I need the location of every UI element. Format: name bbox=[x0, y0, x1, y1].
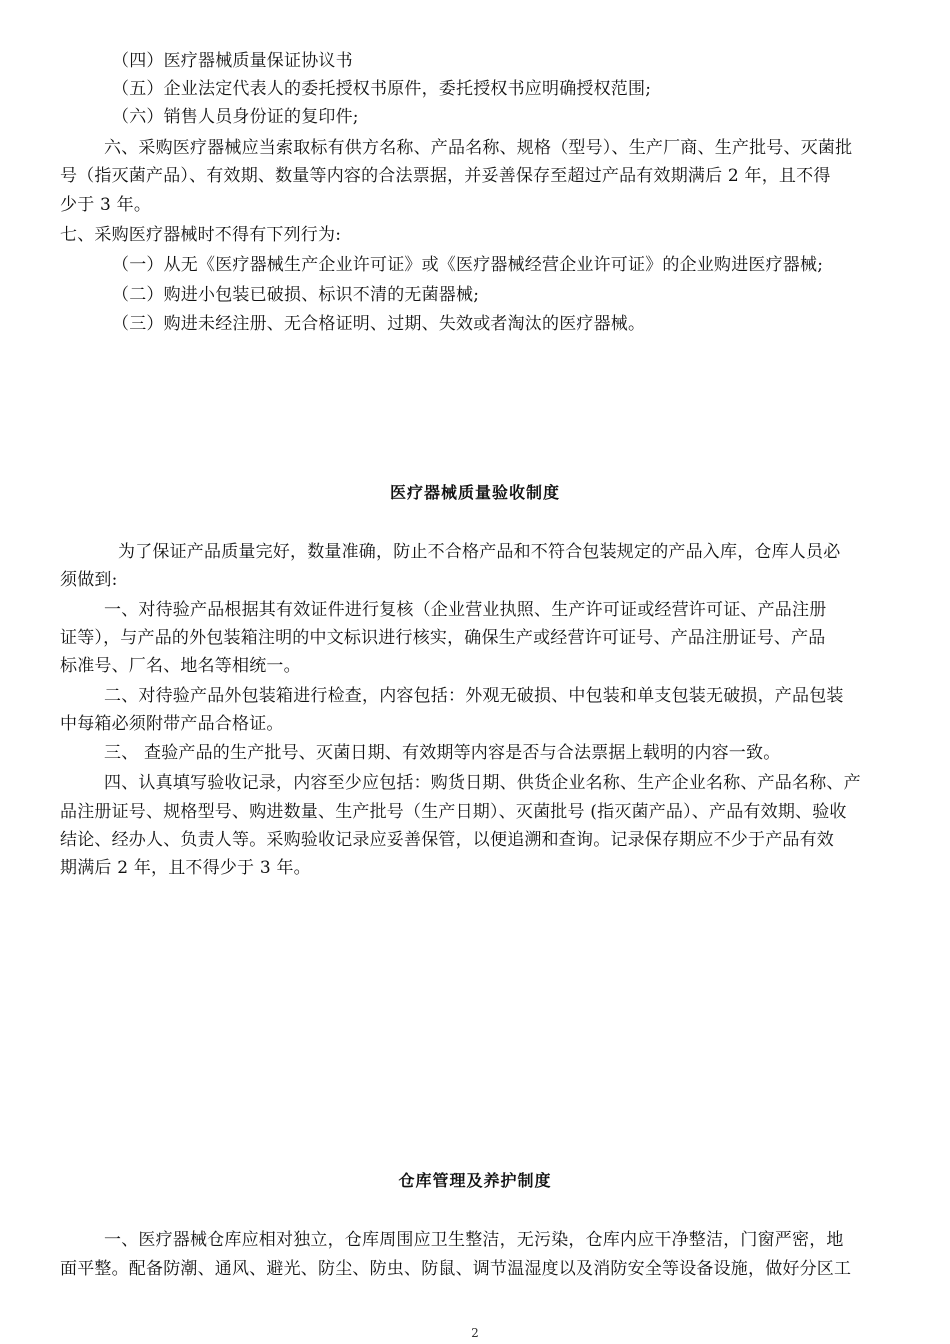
paragraph-line: 一、医疗器械仓库应相对独立，仓库周围应卫生整洁，无污染，仓库内应干净整洁，门窗严密，地 bbox=[104, 1230, 844, 1250]
paragraph-line: 须做到: bbox=[60, 570, 118, 590]
paragraph-line: 少于 3 年。 bbox=[60, 195, 152, 215]
paragraph-line: （二）购进小包装已破损、标识不清的无菌器械; bbox=[112, 285, 480, 305]
paragraph-line: 一、对待验产品根据其有效证件进行复核（企业营业执照、生产许可证或经营许可证、产品注册 bbox=[104, 600, 827, 620]
paragraph-line: 四、认真填写验收记录，内容至少应包括：购货日期、供货企业名称、生产企业名称、产品名称、产 bbox=[104, 773, 861, 793]
paragraph-line: 二、对待验产品外包装箱进行检查，内容包括：外观无破损、中包装和单支包装无破损，产品包装 bbox=[104, 686, 844, 706]
paragraph-line: （四）医疗器械质量保证协议书 bbox=[112, 51, 353, 71]
paragraph-line: 结论、经办人、负责人等。采购验收记录应妥善保管，以便追溯和查询。记录保存期应不少于产品有效 bbox=[60, 830, 834, 850]
paragraph-line: 品注册证号、规格型号、购进数量、生产批号（生产日期）、灭菌批号 (指灭菌产品）、产品有效期、验收 bbox=[60, 802, 847, 822]
paragraph-line: 为了保证产品质量完好，数量准确，防止不合格产品和不符合包装规定的产品入库，仓库人员必 bbox=[118, 542, 841, 562]
paragraph-line: （五）企业法定代表人的委托授权书原件，委托授权书应明确授权范围; bbox=[112, 79, 652, 99]
paragraph-line: （一）从无《医疗器械生产企业许可证》或《医疗器械经营企业许可证》的企业购进医疗器械; bbox=[112, 255, 824, 275]
section-title: 仓库管理及养护制度 bbox=[398, 1171, 552, 1190]
paragraph-line: 中每箱必须附带产品合格证。 bbox=[60, 714, 284, 734]
paragraph-line: 期满后 2 年，且不得少于 3 年。 bbox=[60, 858, 311, 878]
paragraph-line: 面平整。配备防潮、通风、避光、防尘、防虫、防鼠、调节温湿度以及消防安全等设备设施，做好分区工 bbox=[60, 1259, 852, 1279]
paragraph-line: 号（指灭菌产品）、有效期、数量等内容的合法票据，并妥善保存至超过产品有效期满后 2 年，且不得 bbox=[60, 166, 831, 186]
paragraph-line: 三、 查验产品的生产批号、灭菌日期、有效期等内容是否与合法票据上载明的内容一致。 bbox=[104, 743, 781, 763]
page-number: 2 bbox=[471, 1326, 479, 1340]
paragraph-line: （六）销售人员身份证的复印件; bbox=[112, 107, 359, 127]
paragraph-line: 七、采购医疗器械时不得有下列行为: bbox=[60, 225, 342, 245]
paragraph-line: 标准号、厂名、地名等相统一。 bbox=[60, 656, 301, 676]
section-title: 医疗器械质量验收制度 bbox=[389, 483, 560, 502]
paragraph-line: 六、采购医疗器械应当索取标有供方名称、产品名称、规格（型号）、生产厂商、生产批号、灭菌批 bbox=[104, 138, 853, 158]
paragraph-line: 证等），与产品的外包装箱注明的中文标识进行核实，确保生产或经营许可证号、产品注册证号、产品 bbox=[60, 628, 826, 648]
paragraph-line: （三）购进未经注册、无合格证明、过期、失效或者淘汰的医疗器械。 bbox=[112, 314, 646, 334]
